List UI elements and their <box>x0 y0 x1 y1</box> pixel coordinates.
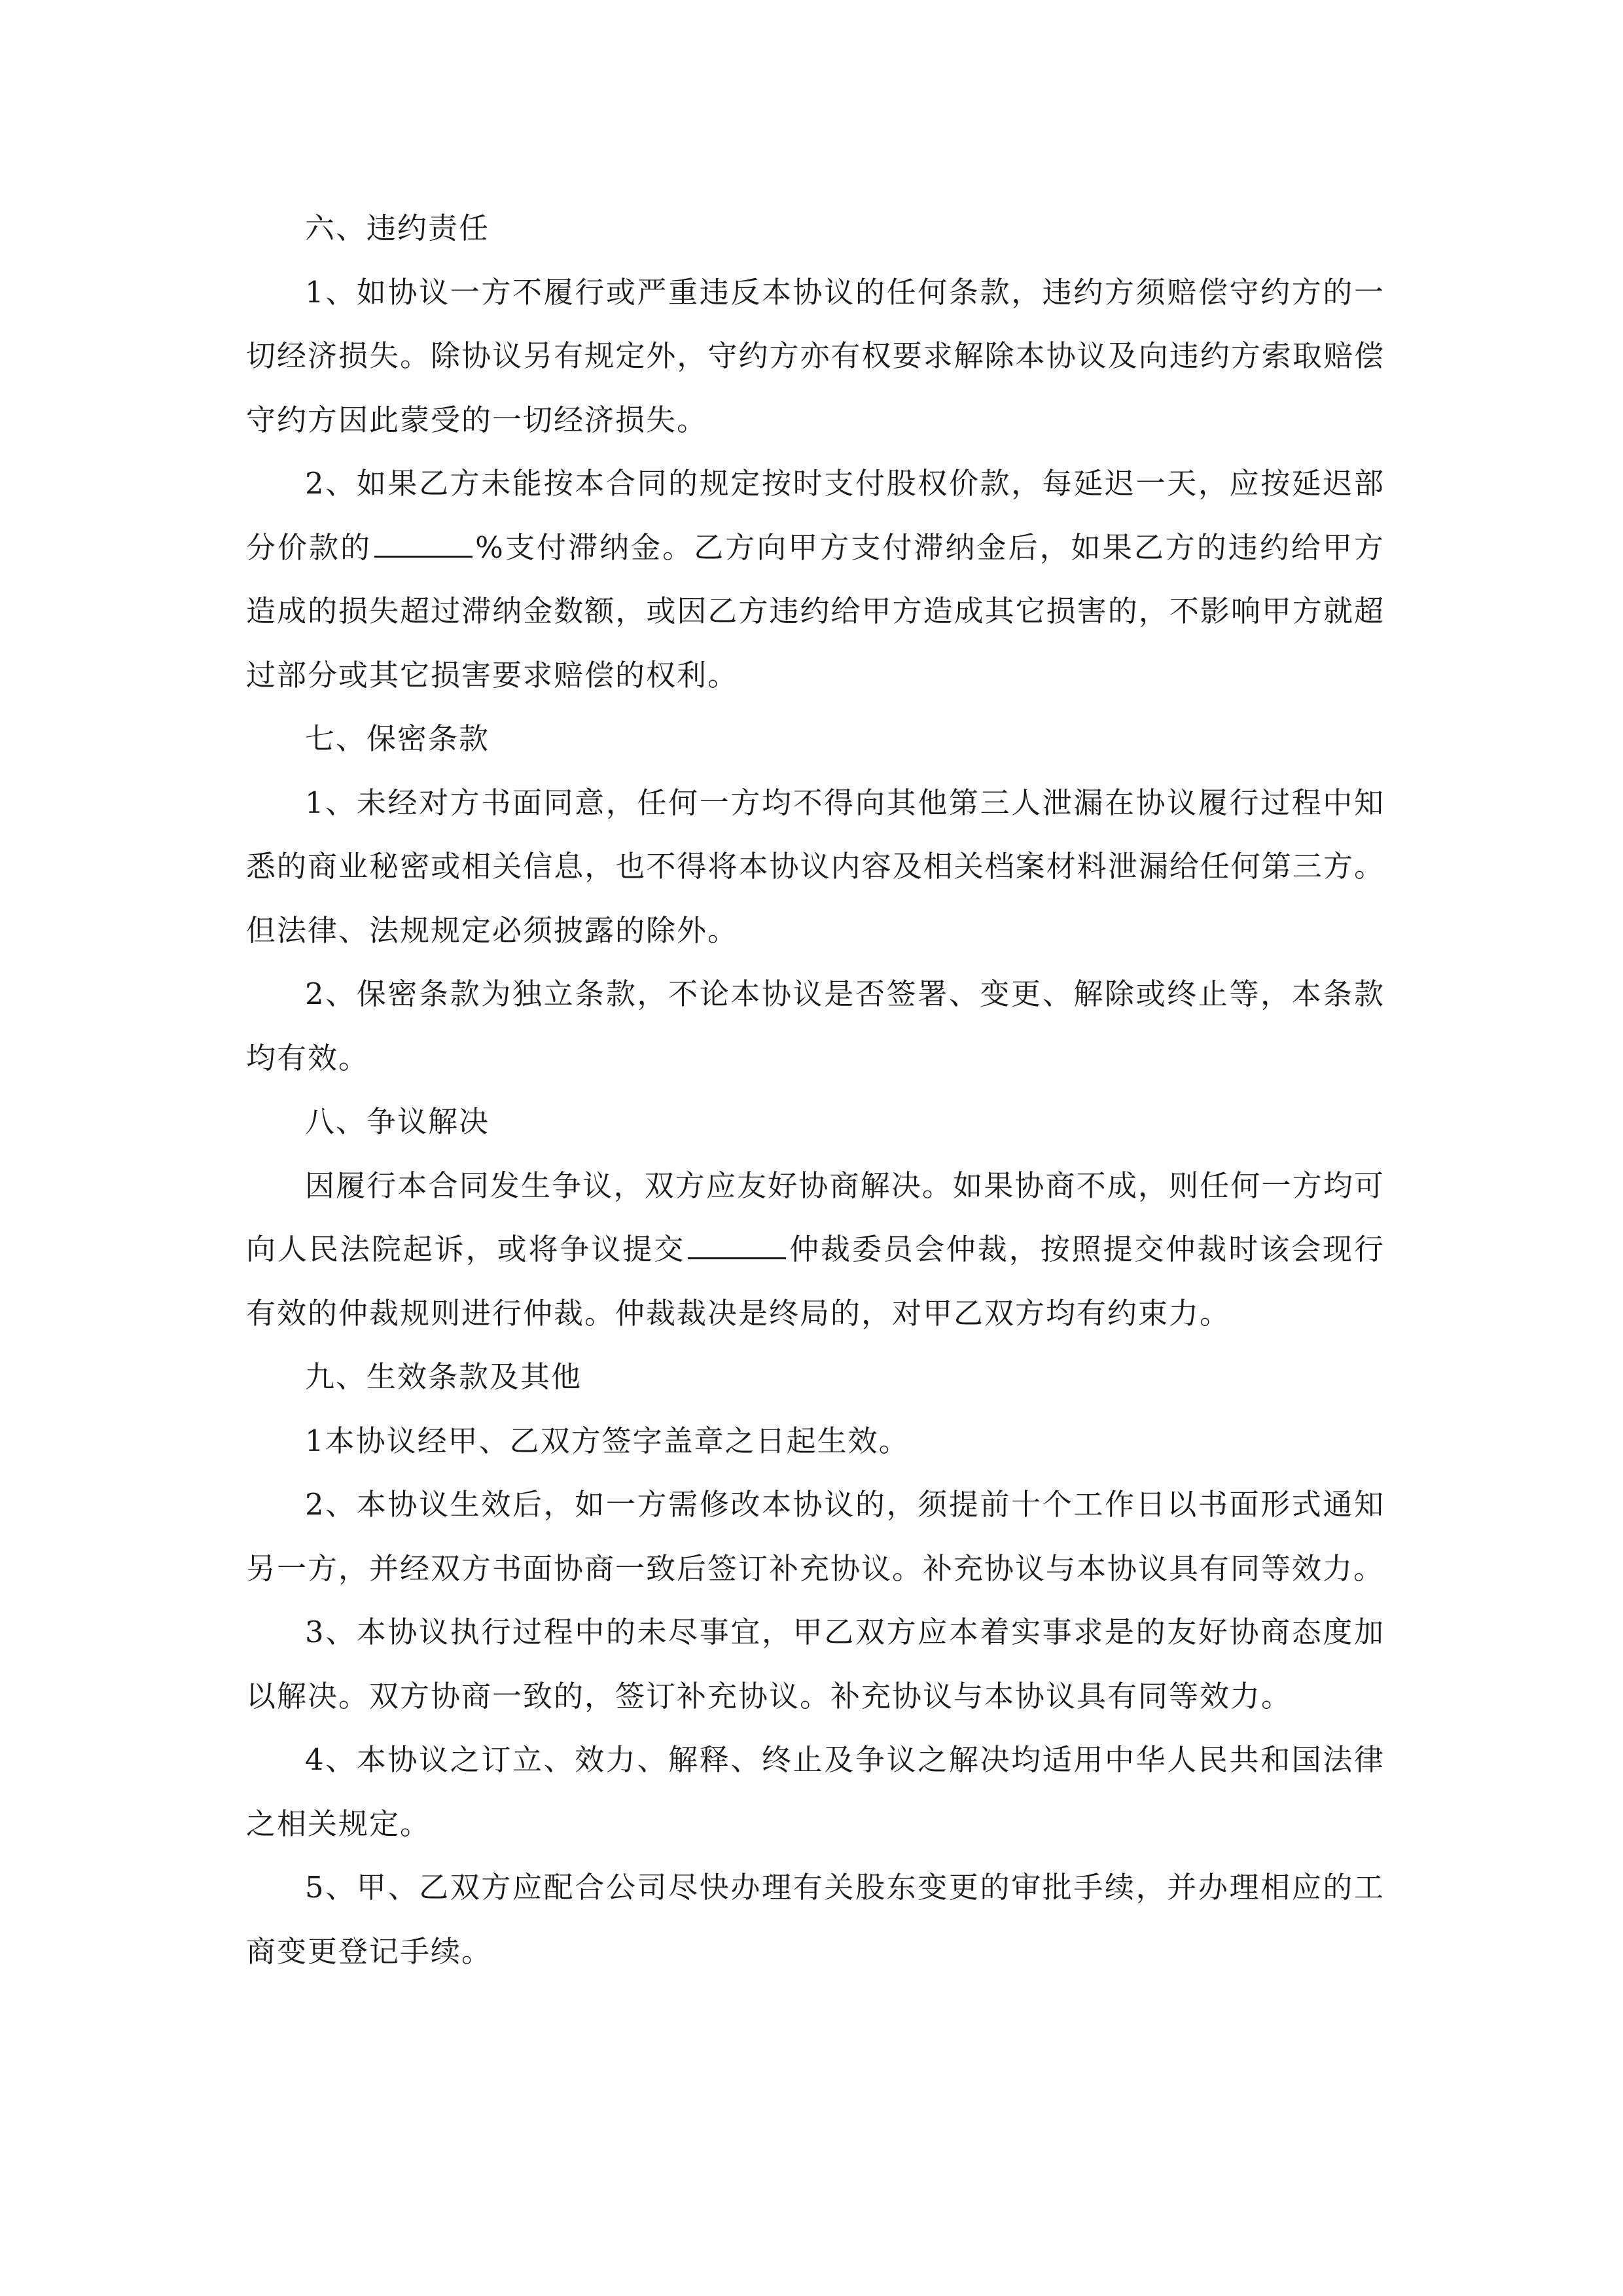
paragraph-confidentiality-2: 2、保密条款为独立条款，不论本协议是否签署、变更、解除或终止等，本条款均有效。 <box>246 977 1385 1075</box>
fill-in-blank-arbitration <box>688 1231 786 1260</box>
paragraph-breach-2-part1: 2、如果乙方未能按本合同的规定按时支付股权价款，每延迟一天，应按延迟部分价款的 <box>246 466 1385 565</box>
paragraph-effectiveness-2: 2、本协议生效后，如一方需修改本协议的，须提前十个工作日以书面形式通知另一方，并经双方书面协商一致后签订补充协议。补充协议与本协议具有同等效力。 <box>246 1487 1385 1586</box>
paragraph-effectiveness-1: 1本协议经甲、乙双方签字盖章之日起生效。 <box>305 1423 910 1458</box>
fill-in-blank-percentage <box>374 529 473 558</box>
paragraph-confidentiality-1: 1、未经对方书面同意，任何一方均不得向其他第三人泄漏在协议履行过程中知悉的商业秘密或相关信息，也不得将本协议内容及相关档案材料泄漏给任何第三方。但法律、法规规定必须披露的除外。 <box>246 785 1385 948</box>
paragraph-effectiveness-5: 5、甲、乙双方应配合公司尽快办理有关股东变更的审批手续，并办理相应的工商变更登记手续。 <box>246 1870 1385 1969</box>
section-heading-dispute: 八、争议解决 <box>305 1104 490 1139</box>
paragraph-dispute-1 <box>246 1154 1385 1346</box>
paragraph-dispute-1-part1: 因履行本合同发生争议，双方应友好协商解决。如果协商不成，则任何一方均可向人民法院起诉，或将争议提交 <box>246 1168 1385 1266</box>
paragraph-breach-2-part2: %支付滞纳金。乙方向甲方支付滞纳金后，如果乙方的违约给甲方造成的损失超过滞纳金数额，或因乙方违约给甲方造成其它损害的，不影响甲方就超过部分或其它损害要求赔偿的权利。 <box>246 529 1385 692</box>
paragraph-dispute-1-part2: 仲裁委员会仲裁，按照提交仲裁时该会现行有效的仲裁规则进行仲裁。仲裁裁决是终局的，对甲乙双方均有约束力。 <box>246 1232 1385 1331</box>
paragraph-effectiveness-3: 3、本协议执行过程中的未尽事宜，甲乙双方应本着实事求是的友好协商态度加以解决。双方协商一致的，签订补充协议。补充协议与本协议具有同等效力。 <box>246 1615 1385 1713</box>
section-heading-effectiveness: 九、生效条款及其他 <box>305 1359 582 1394</box>
document-body <box>246 196 1385 1983</box>
section-heading-breach: 六、违约责任 <box>305 211 490 245</box>
section-heading-confidentiality: 七、保密条款 <box>305 721 490 756</box>
paragraph-effectiveness-4: 4、本协议之订立、效力、解释、终止及争议之解决均适用中华人民共和国法律之相关规定。 <box>246 1742 1385 1841</box>
paragraph-breach-2 <box>246 452 1385 707</box>
paragraph-breach-1: 1、如协议一方不履行或严重违反本协议的任何条款，违约方须赔偿守约方的一切经济损失。除协议另有规定外，守约方亦有权要求解除本协议及向违约方索取赔偿守约方因此蒙受的一切经济损失。 <box>246 274 1385 437</box>
